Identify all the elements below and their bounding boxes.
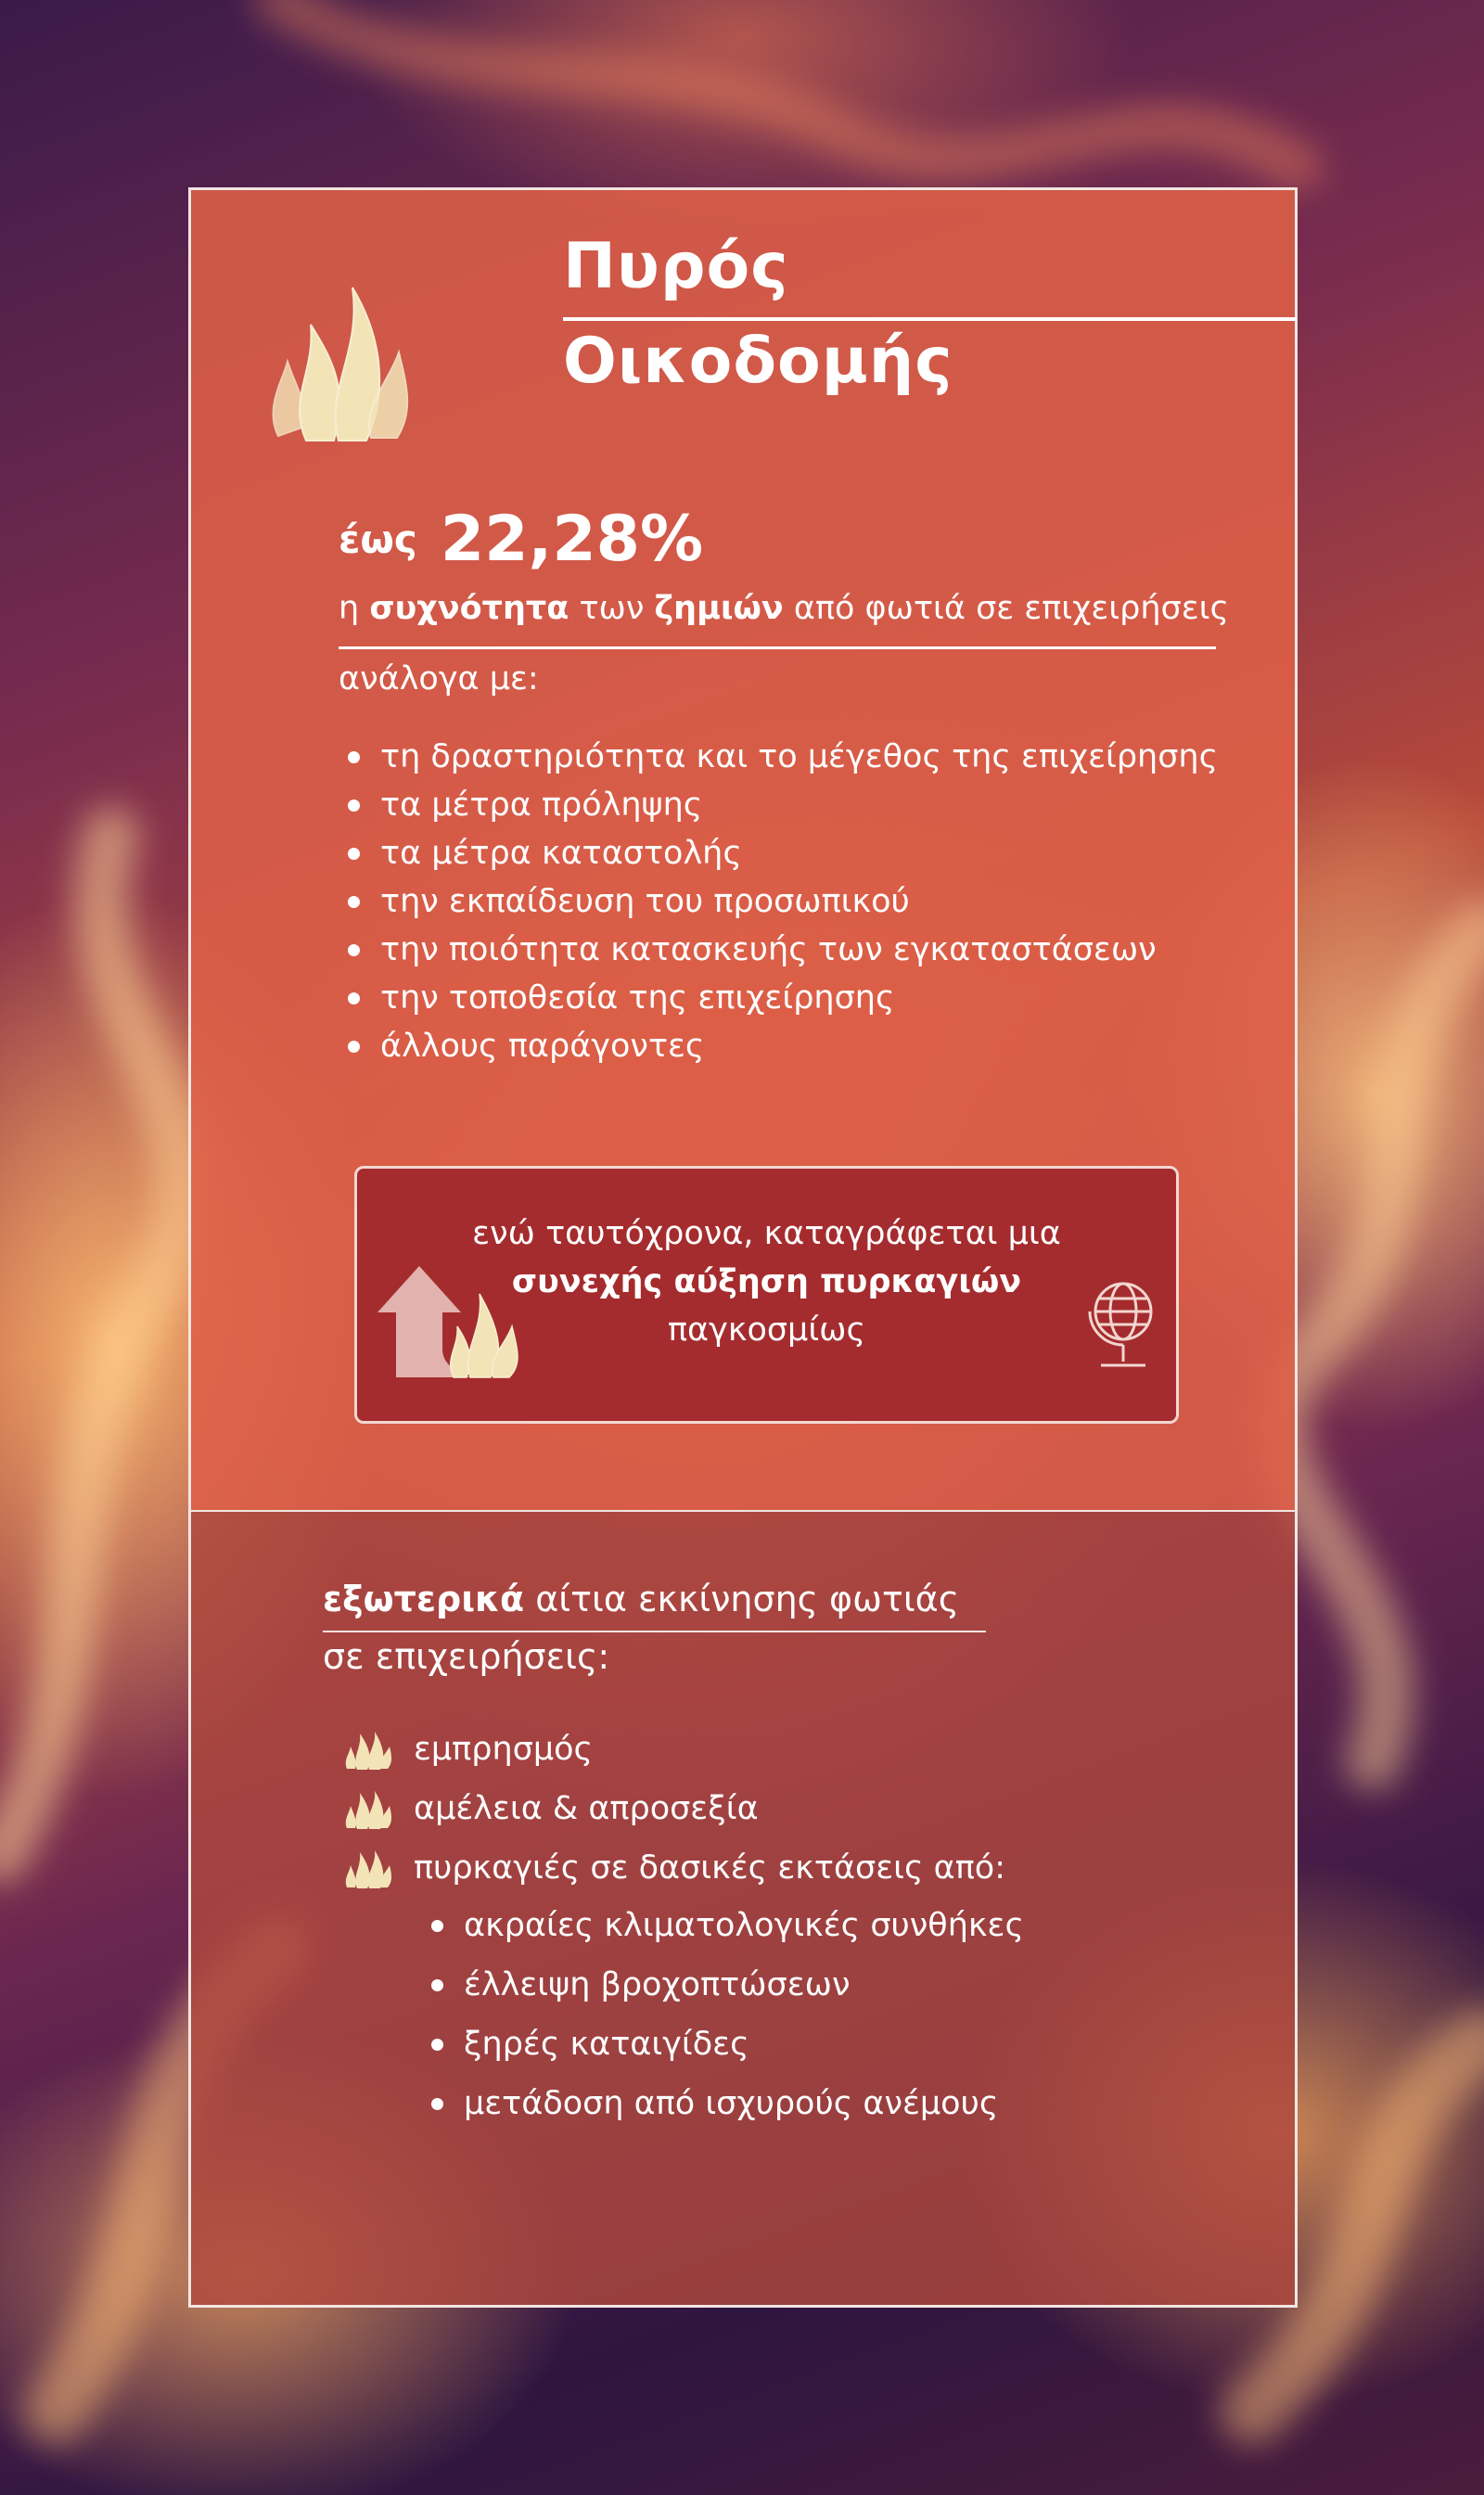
list-item <box>348 733 1218 781</box>
factor-text: την ποιότητα κατασκευής των εγκαταστάσεων <box>380 931 1157 968</box>
according-to-label: ανάλογα με: <box>339 660 539 697</box>
stat-value: 22,28% <box>440 503 704 576</box>
factor-text: την τοποθεσία της επιχείρησης <box>380 979 895 1017</box>
flame-icon <box>260 278 417 445</box>
page-title-line1: Πυρός <box>563 230 789 303</box>
list-item <box>431 2015 1024 2074</box>
reason-text: ακραίες κλιματολογικές συνθήκες <box>464 1907 1024 1944</box>
factor-text: την εκπαίδευση του προσωπικού <box>380 883 910 920</box>
frequency-bold2: ζημιών <box>654 590 784 627</box>
list-item <box>348 1022 1218 1070</box>
factor-text: άλλους παράγοντες <box>380 1028 705 1065</box>
title-divider <box>563 317 1296 321</box>
bullet-dot <box>348 751 360 763</box>
external-causes-list <box>341 1720 1005 1898</box>
list-item <box>341 1720 1005 1779</box>
globe-icon <box>1081 1273 1166 1375</box>
list-item <box>431 1896 1024 1955</box>
callout-line2: συνεχής αύξηση πυρκαγιών <box>511 1263 1022 1300</box>
frequency-part1: η <box>339 590 370 627</box>
frequency-divider <box>339 646 1216 649</box>
list-item <box>431 2074 1024 2133</box>
factor-text: τα μέτρα καταστολής <box>380 835 742 872</box>
external-title-rest: αίτια εκκίνησης φωτιάς <box>524 1579 960 1619</box>
external-causes-title <box>323 1579 959 1619</box>
factor-text: τα μέτρα πρόληψης <box>380 787 703 824</box>
callout-line1: ενώ ταυτόχρονα, καταγράφεται μια <box>472 1215 1061 1252</box>
external-title-bold: εξωτερικά <box>323 1579 525 1619</box>
bullet-dot <box>348 992 360 1004</box>
external-title-divider <box>323 1631 986 1632</box>
list-item <box>341 1838 1005 1898</box>
frequency-part2: των <box>569 590 655 627</box>
bullet-dot <box>431 2098 443 2110</box>
external-causes-subtitle: σε επιχειρήσεις: <box>323 1636 610 1677</box>
cause-text: εμπρησμός <box>414 1731 594 1768</box>
frequency-bold1: συχνότητα <box>369 590 569 627</box>
list-item <box>431 1955 1024 2015</box>
list-item <box>341 1779 1005 1838</box>
bullet-dot <box>348 800 360 812</box>
callout-line3: παγκοσμίως <box>667 1311 866 1349</box>
page-title-line2: Οικοδομής <box>563 325 953 398</box>
loss-statistic <box>339 503 703 576</box>
list-item <box>348 877 1218 926</box>
factor-text: τη δραστηριότητα και το μέγεθος της επιχείρησης <box>380 738 1219 775</box>
bullet-dot <box>348 944 360 956</box>
callout-box <box>354 1166 1179 1424</box>
flame-icon <box>341 1787 393 1830</box>
cause-text: πυρκαγιές σε δασικές εκτάσεις από: <box>414 1849 1005 1887</box>
bullet-dot <box>431 1979 443 1991</box>
reason-text: μετάδοση από ισχυρούς ανέμους <box>464 2085 999 2122</box>
bullet-dot <box>431 2039 443 2051</box>
list-item <box>348 926 1218 974</box>
factor-list <box>348 733 1218 1070</box>
reason-text: ξηρές καταιγίδες <box>464 2026 749 2063</box>
flame-icon <box>341 1847 393 1889</box>
list-item <box>348 829 1218 877</box>
wildfire-reasons-list <box>431 1896 1024 2133</box>
flame-icon <box>341 1728 393 1771</box>
bullet-dot <box>348 896 360 908</box>
cause-text: αμέλεια & απροσεξία <box>414 1790 759 1827</box>
frequency-part3: από φωτιά σε επιχειρήσεις <box>783 590 1229 627</box>
list-item <box>348 974 1218 1022</box>
bullet-dot <box>348 848 360 860</box>
bullet-dot <box>348 1041 360 1053</box>
frequency-text <box>339 590 1229 627</box>
reason-text: έλλειψη βροχοπτώσεων <box>464 1966 851 2003</box>
stat-prefix: έως <box>339 517 417 562</box>
bullet-dot <box>431 1920 443 1932</box>
list-item <box>348 781 1218 829</box>
